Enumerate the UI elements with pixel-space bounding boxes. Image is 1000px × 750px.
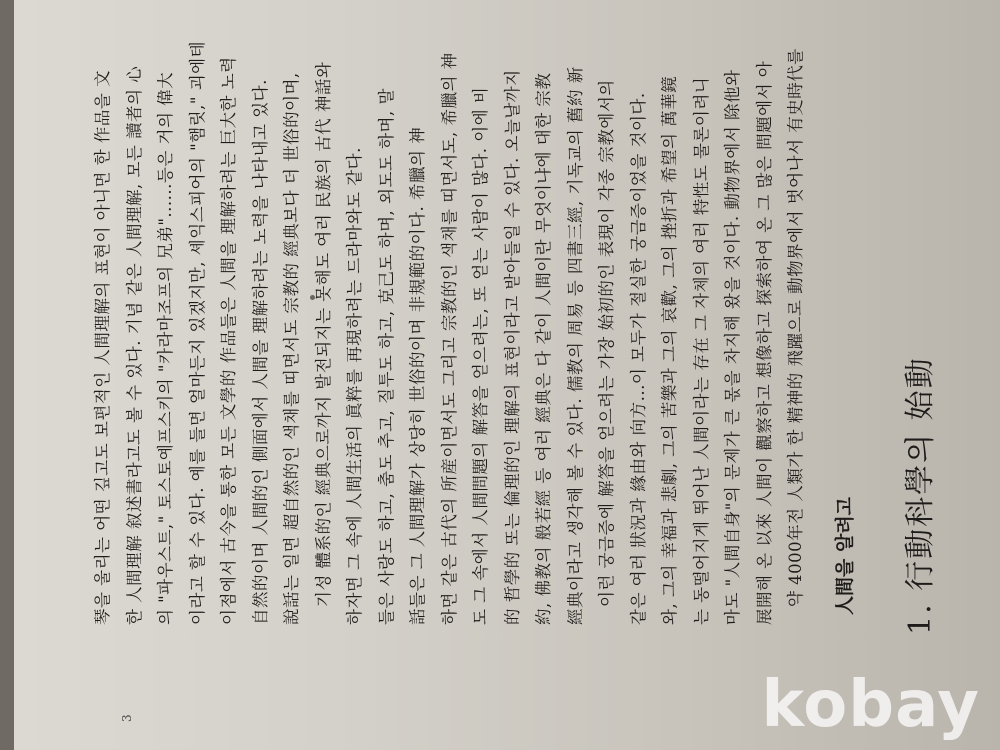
text-line: 약 4000年전 人類가 한 精神的 飛躍으로 動物界에서 벗어나서 有史時代를	[786, 48, 805, 607]
text-line: 約, 佛教의 般若經 등 여러 經典은 다 같이 人間이란 무엇이냐에 대한 宗教	[534, 72, 553, 625]
text-line: 하자면 그 속에 人間生活의 眞粹를 再現하려는 드라마와도 같다.	[345, 147, 364, 625]
text-line: 와, 그의 幸福과 悲劇, 그의 苦樂과 그의 哀歡, 그의 挫折과 希望의 萬華鏡	[660, 75, 679, 625]
page-number: 3	[120, 714, 134, 722]
text-line: 自然的이며 人間的인 側面에서 人間을 理解하려는 노력을 나타내고 있다.	[250, 79, 270, 625]
text-line: 하면 같은 古代의 所産이면서도 그리고 宗教的인 색채를 띠면서도, 希臘의 神	[439, 52, 459, 625]
text-line: 展開해 온 以來 人間이 觀察하고 想像하고 探索하여 온 그 많은 問題에서 아	[754, 60, 774, 625]
section-title: 人間을 알려고	[834, 496, 856, 615]
watermark-logo: kobay	[761, 668, 980, 742]
text-line: 이라고 할 수 있다. 예를 들면 얼마든지 있겠지만, 셰익스피어의 "햄릿," 괴에테	[187, 40, 207, 625]
text-line: 이런 궁금증에 解答을 얻으려는 가장 始初的인 表現이 각종 宗教에서의	[597, 79, 616, 607]
text-line: 같은 여러 狀況과 緣由와 向方...이 모두가 절실한 궁금증이었을 것이다.	[628, 92, 648, 625]
text-line: 話들은 그 人間理解가 상당히 世俗的이며 非規範的이다. 希臘의 神	[408, 126, 427, 625]
text-line: 이점에서 古今을 통한 모든 文學的 作品들은 人間을 理解하려는 巨大한 노력	[219, 56, 238, 625]
chapter-title: 1. 行動科學의 始動	[903, 356, 938, 635]
text-line: 琴을 울리는 어떤 깊고도 보편적인 人間理解의 표현이 아니면 한 作品을 文	[93, 69, 112, 625]
text-line: 說話는 일면 超自然的인 색채를 띠면서도 宗教的 經典보다 더 世俗的이며,	[282, 72, 301, 625]
rotated-text-block	[30, 25, 970, 725]
text-line: 는 동떨어지게 뛰어난 人間이라는 存在 그 자체의 여러 特性도 물론이려니	[691, 76, 711, 625]
text-line: 마도 "人間自身"의 문제가 큰 몫을 차지해 왔을 것이다. 動物界에서 除他와	[723, 69, 742, 625]
text-line: 들은 사랑도 하고, 춤도 추고, 질투도 하고, 克己도 하며, 외도도 하며, 말	[376, 88, 396, 625]
text-block	[30, 25, 970, 725]
page-edge	[0, 0, 14, 750]
text-line: 도 그 속에서 人間問題의 解答을 얻으려는, 또 얻는 사람이 많다. 이에 비	[471, 86, 490, 625]
text-line: 기성 體系的인 經典으로까지 발전되지는 못해도 여러 民族의 古代 神話와	[313, 61, 333, 607]
text-line: 經典이라고 생각해 볼 수 있다. 儒教의 周易 등 四書三經, 기독교의 舊約 新	[565, 66, 585, 625]
text-line: 的 哲學的 또는 倫理的인 理解의 표현이라고 받아들일 수 있다. 오늘날까지	[502, 69, 522, 625]
text-line: 의 "파우스트," 토스토예프스키의 "카라마조프의 兄弟"......등은 거의 偉大	[156, 71, 175, 625]
text-line: 한 人間理解 叙述書라고도 볼 수 있다. 기념 같은 人間理解, 모든 讀者의 心	[124, 65, 144, 625]
